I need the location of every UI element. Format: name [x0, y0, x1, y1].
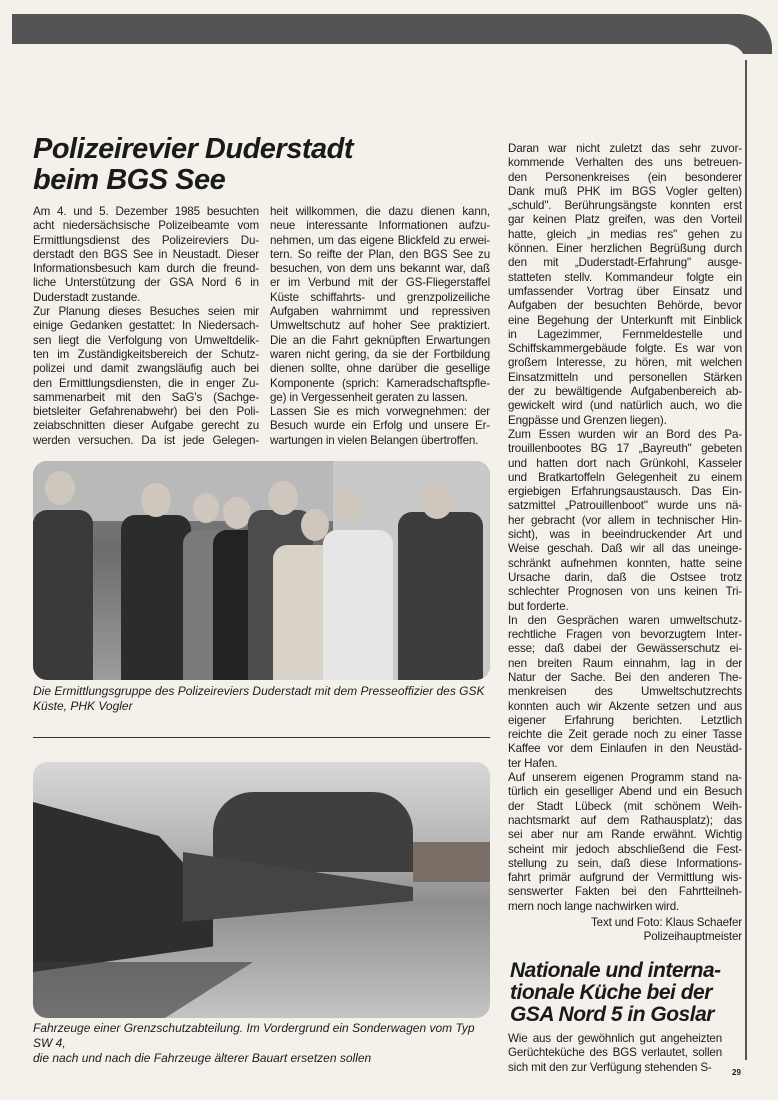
text-line: nehmen, um das eigene Blickfeld zu erwei-	[270, 233, 490, 247]
text-line: ter Hafen.	[508, 756, 558, 770]
text-line: mern noch lange nachwirken wird.	[508, 899, 680, 913]
text-line: ten im Zuständigkeitsbereich der Schutz-	[33, 347, 259, 361]
text-line: zeiabschnitten dieser Aufgabe gerecht zu	[33, 419, 259, 433]
text-line: Informationsbesuch kam durch die freund-	[33, 262, 259, 276]
text-line: rechtliche Fragen von bevorzugtem Inter-	[508, 628, 742, 642]
text-line: acht niedersächsische Polizeibeamte vom	[33, 219, 259, 233]
text-line: derstadt den BGS See in Neustadt. Dieser	[33, 247, 259, 261]
headline-line: GSA Nord 5 in Goslar	[510, 1003, 714, 1026]
caption-line: die nach und nach die Fahrzeuge älterer Bauart ersetzen sollen	[33, 1051, 372, 1065]
text-line: Am 4. und 5. Dezember 1985 besuchten	[33, 205, 259, 218]
credit-line: Polizeihauptmeister	[643, 930, 742, 944]
text-line: nen breiten Raum einnahm, lag in der	[508, 656, 742, 670]
text-line: Aufgaben der besuchten Behörde, bevor	[508, 299, 742, 313]
text-line: sammenarbeit mit den SaG's (Sachge-	[33, 390, 259, 404]
text-line: Schiffskammergebäude folgte. Es war von	[508, 342, 742, 356]
text-line: kommende Verhalten des uns betreuen-	[508, 156, 742, 170]
text-line: großem Interesse, zu hören, mit welchen	[508, 356, 742, 370]
text-line: Aufgaben wahrnimmt und repressiven	[270, 305, 490, 319]
text-line: den mit „Duderstadt-Erfahrung" ausge-	[508, 256, 742, 270]
text-line: Die an die Fahrt geknüpften Erwartungen	[270, 333, 490, 347]
text-line: nachtsmarkt auf dem Rathausplatz); das	[508, 813, 742, 827]
text-line: er im Verbund mit der GS-Fliegerstaffel	[270, 276, 490, 290]
headline-line: beim BGS See	[33, 164, 226, 196]
text-line: den Personenkreises (ein besonderer	[508, 170, 742, 184]
text-line: Wie aus der gewöhnlich gut angeheizten	[508, 1032, 722, 1045]
caption-line: Küste, PHK Vogler	[33, 699, 133, 713]
group-photo	[33, 461, 490, 680]
text-line: umfassender Vortrag über Einsatz und	[508, 284, 742, 298]
text-line: waren nicht gering, da sie der Fortbildung	[270, 347, 490, 361]
text-line: Duderstadt zustande.	[33, 290, 141, 304]
text-line: gewickelt wird (und natürlich auch, wo die	[508, 399, 742, 413]
page-number: 29	[732, 1068, 741, 1077]
text-line: Weise geschah. Daß wir all das uneinge-	[508, 542, 742, 556]
headline-line: Polizeirevier Duderstadt	[33, 133, 353, 165]
text-line: den Ermittlungsdiensten, die in enger Zu-	[33, 376, 259, 390]
text-line: liche Unterstützung der GSA Nord 6 in	[33, 276, 259, 290]
text-line: werden versuchen. Da ist jede Gelegen-	[33, 433, 259, 447]
text-line: und hatten dort nach Grünkohl, Kasseler	[508, 456, 742, 470]
text-line: Kaffee vor dem Einlaufen in den Neustäd-	[508, 742, 742, 756]
photo-caption	[33, 684, 493, 714]
text-line: ergiebigen Erfahrungsaustausch. Das Ein-	[508, 485, 742, 499]
text-line: sen liegt die Verfolgung von Umweltdelik-	[33, 333, 259, 347]
text-line: wartungen in vielen Belangen übertroffen.	[270, 433, 479, 447]
text-line: schlechter Prognosen von uns keinen Tri-	[508, 585, 742, 599]
text-line: esse; daß dabei der Gewässerschutz ei-	[508, 642, 742, 656]
text-line: und Bratkartoffeln Gelegenheit zu einem	[508, 470, 742, 484]
text-line: scheint mir jedoch abschließend die Fest-	[508, 842, 742, 856]
text-line: Besuch wurde ein Erfolg und unsere Er-	[270, 419, 490, 433]
text-line: Engpässe und Grenzen liegen).	[508, 413, 667, 427]
text-line: können. Einer herzlichen Begrüßung durch	[508, 242, 742, 256]
section-divider	[33, 737, 490, 738]
photo-caption	[33, 1021, 493, 1066]
text-line: besuchen, von dem uns bekannt war, daß	[270, 262, 490, 276]
text-line: ge) in Vergessenheit geraten zu lassen.	[270, 390, 468, 404]
caption-line: Fahrzeuge einer Grenzschutzabteilung. Im Vordergrund ein Sonderwagen vom Typ SW 4,	[33, 1021, 475, 1050]
text-line: einige Gedanken gestattet: In Niedersach-	[33, 319, 259, 333]
text-line: „schuld". Berührungsängste konnten erst	[508, 199, 742, 213]
text-line: reichte die Zeit gerade noch zu einer Tasse	[508, 728, 742, 742]
text-line: Komponente (sprich: Kameradschaftspfle-	[270, 376, 490, 390]
text-line: hatte, gleich „in medias res" gehen zu	[508, 227, 742, 241]
text-line: Auf unserem eigenen Programm stand na-	[508, 771, 742, 785]
text-line: heit willkommen, die dazu dienen kann,	[270, 205, 490, 218]
text-line: gar keinen Platz greifen, was den Vorteil	[508, 213, 742, 227]
right-border-line	[745, 60, 747, 1060]
article-headline	[510, 960, 721, 1026]
caption-line: Die Ermittlungsgruppe des Polizeireviers Duderstadt mit dem Presseoffizier des GSK	[33, 684, 485, 698]
article-column-3	[508, 142, 742, 914]
text-line: sicht), was in beeindruckender Art und	[508, 528, 742, 542]
text-line: der zu bewältigende Aufgabenbereich ab-	[508, 385, 742, 399]
article-headline	[33, 134, 353, 196]
text-line: Zum Essen wurden wir an Bord des Pa-	[508, 427, 742, 441]
text-line: Ermittlungsdienst des Polizeireviers Du-	[33, 233, 259, 247]
headline-line: Nationale und interna-	[510, 959, 721, 982]
text-line: statteten stellv. Kommandeur folgte ein	[508, 270, 742, 284]
article-column-2	[270, 205, 490, 448]
credit-line: Text und Foto: Klaus Schaefer	[591, 916, 742, 929]
text-line: fahrt primär aufgrund der Vermittlung wis-	[508, 871, 742, 885]
text-line: Natur der Sache. Bei den anderen The-	[508, 670, 742, 684]
text-line: tern. So reifte der Plan, den BGS See zu	[270, 247, 490, 261]
text-line: sich mit den zur Verfügung stehenden S-	[508, 1060, 712, 1074]
text-line: türlich ein geselliger Abend und ein Besuch	[508, 785, 742, 799]
page-frame	[12, 44, 746, 64]
text-line: eigener Erfahrung berichten. Letztlich	[508, 713, 742, 727]
text-line: Umweltschutz auf hoher See praktiziert.	[270, 319, 490, 333]
article-2-body	[508, 1032, 722, 1075]
text-line: Gerüchteküche des BGS verlautet, sollen	[508, 1046, 722, 1060]
article-column-1	[33, 205, 259, 448]
text-line: Küste schiffahrts- und grenzpolizeiliche	[270, 290, 490, 304]
text-line: der Stadt Lübeck (mit schönem Weih-	[508, 799, 742, 813]
text-line: eine Begehung der Unterkunft mit Einblick	[508, 313, 742, 327]
text-line: Dank muß PHK im BGS Vogler gelten)	[508, 184, 742, 198]
text-line: Einsatzmitteln und personellen Stärken	[508, 370, 742, 384]
text-line: senswerter Fakten bei den Fahrtteilneh-	[508, 885, 742, 899]
text-line: neue interessante Informationen aufzu-	[270, 219, 490, 233]
text-line: Ursache darin, daß die Ostsee trotz	[508, 570, 742, 584]
text-line: but forderte.	[508, 599, 569, 613]
text-line: in Lagezimmer, Fernmeldestelle und	[508, 327, 742, 341]
vehicles-photo	[33, 762, 490, 1018]
author-credit	[508, 916, 742, 945]
text-line: Lassen Sie es mich vorwegnehmen: der	[270, 405, 490, 419]
text-line: bietsleiter Gefahrenabwehr) bei den Poli-	[33, 405, 259, 419]
text-line: menkreisen des Umweltschutzrechts	[508, 685, 742, 699]
text-line: Zur Planung dieses Besuches seien mir	[33, 305, 259, 319]
text-line: trouillenbootes BG 17 „Bayreuth" gebeten	[508, 442, 742, 456]
text-line: sei aber nur am Rande erwähnt. Wichtig	[508, 828, 742, 842]
text-line: konnten auch wir Akzente setzen und aus	[508, 699, 742, 713]
text-line: In den Gesprächen waren umweltschutz-	[508, 613, 742, 627]
text-line: stellung zu sein, daß diese Informations-	[508, 856, 742, 870]
text-line: her gebracht (vor allem in technischer Hin-	[508, 513, 742, 527]
text-line: schränkt aufnehmen konnten, hatte seine	[508, 556, 742, 570]
text-line: dienen sollte, ohne darüber die gesellige	[270, 362, 490, 376]
text-line: satzmittel „Patrouillenboot" wurde uns nä-	[508, 499, 742, 513]
headline-line: tionale Küche bei der	[510, 981, 712, 1004]
text-line: polizei und damit zwangsläufig auch bei	[33, 362, 259, 376]
text-line: Daran war nicht zuletzt das sehr zuvor-	[508, 142, 742, 155]
